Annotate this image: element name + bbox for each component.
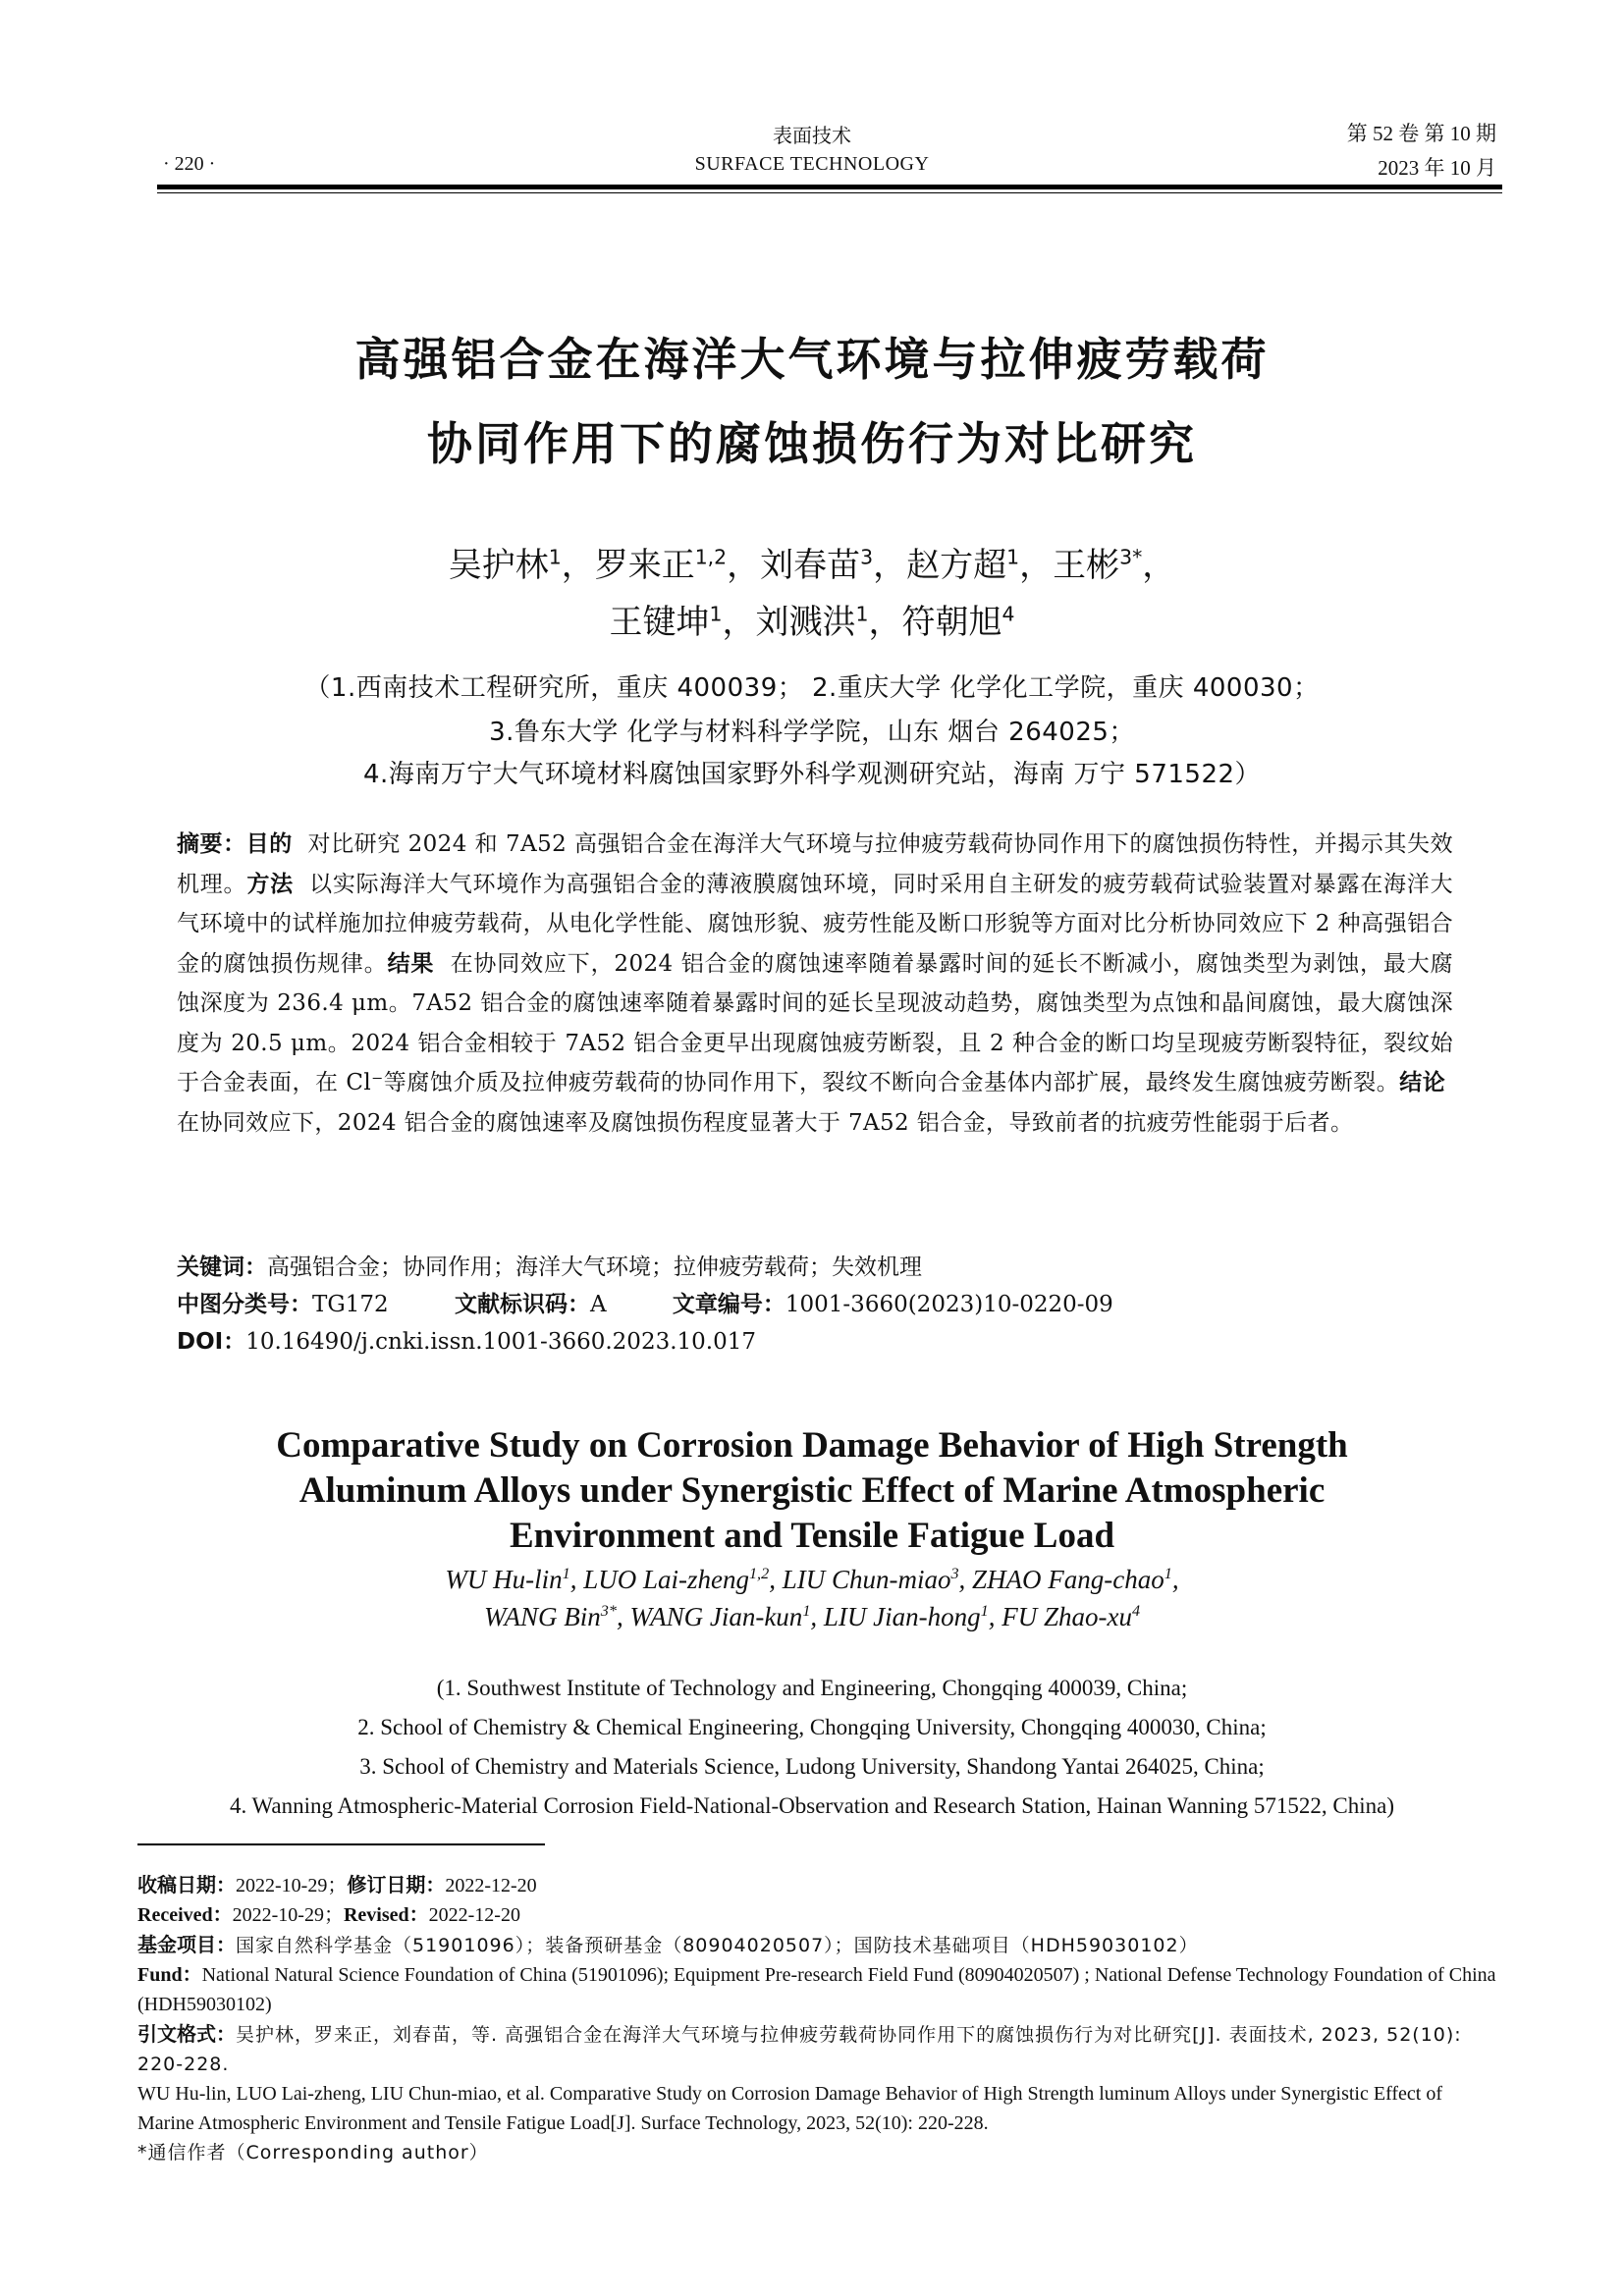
author-separator: , (958, 1565, 973, 1594)
revised-en-value: 2022-12-20 (428, 1904, 520, 1926)
journal-name-cn: 表面技术 (773, 126, 851, 147)
author-separator: , (1171, 1565, 1179, 1594)
title-en-line-2: Aluminum Alloys under Synergistic Effect of Marine Atmospheric (298, 1470, 1326, 1511)
author-name: LIU Chun-miao (782, 1565, 951, 1594)
author-separator: , (769, 1565, 783, 1594)
conclusion-text: 在协同效应下，2024 铝合金的腐蚀速率及腐蚀损伤程度显著大于 7A52 铝合金，导致前者的抗疲劳性能弱于后者。 (177, 1109, 1354, 1136)
header-rule-thick (157, 185, 1502, 189)
classification (177, 1286, 1473, 1318)
author-name: 王键坤 (609, 603, 710, 642)
author-name: 吴护林 (448, 546, 549, 585)
author-separator: , (616, 1602, 630, 1631)
affiliation-en-line-4: 4. Wanning Atmospheric-Material Corrosion Field-National-Observation and Research Station, Hainan Wanning 571522, China) (229, 1793, 1395, 1818)
title-cn-line-1: 高强铝合金在海洋大气环境与拉伸疲劳载荷 (354, 333, 1270, 386)
author-name: WANG Jian-kun (629, 1602, 803, 1631)
author-name: ZHAO Fang-chao (972, 1565, 1164, 1594)
author-affiliation-mark: 1,2 (694, 545, 728, 569)
journal-name-en: SURFACE TECHNOLOGY (694, 153, 930, 175)
purpose-label: 目的 (245, 831, 293, 857)
author-affiliation-mark: 1 (548, 545, 562, 569)
author-name: 罗来正 (594, 546, 695, 585)
keywords-label: 关键词： (177, 1255, 267, 1280)
affiliation-en-line-3: 3. School of Chemistry and Materials Science, Ludong University, Shandong Yantai 264025, China; (359, 1754, 1265, 1779)
author-affiliation-mark: 3* (1119, 545, 1143, 569)
doi-value: 10.16490/j.cnki.issn.1001-3660.2023.10.017 (245, 1329, 756, 1355)
author-separator: ， (722, 603, 756, 642)
author-affiliation-mark: 4 (1001, 602, 1015, 626)
author-separator: ， (1019, 546, 1054, 585)
received-cn-value: 2022-10-29； (236, 1875, 348, 1896)
article-number-value: 1001-3660(2023)10-0220-09 (785, 1292, 1113, 1317)
author-name: LIU Jian-hong (823, 1602, 981, 1631)
author-affiliation-mark: 3* (600, 1602, 617, 1620)
title-en (0, 1423, 1624, 1559)
author-affiliation-mark: 1 (562, 1565, 570, 1582)
author-name: 刘春苗 (760, 546, 861, 585)
author-affiliation-mark: 1 (855, 602, 869, 626)
author-affiliation-mark: 1 (709, 602, 723, 626)
author-affiliation-mark: 1 (1164, 1565, 1172, 1582)
abstract-label: 摘要： (177, 831, 246, 857)
author-name: LUO Lai-zheng (583, 1565, 749, 1594)
result-text: 在协同效应下，2024 铝合金的腐蚀速率随着暴露时间的延长不断减小，腐蚀类型为剥蚀，最大腐蚀深度为 236.4 μm。7A52 铝合金的腐蚀速率随着暴露时间的延长呈现波动趋势，腐蚀类型为点蚀和晶间腐蚀，最大腐蚀深度为 20.5 μm。2024 铝合金相较于 7A52 铝合金更早出现腐蚀疲劳断裂，且 2 种合金的断口均呈现疲劳断裂特征，裂纹始于合金表面，在 Cl⁻等腐蚀介质及拉伸疲劳载荷的协同作用下，裂纹不断向合金基体内部扩展，最终发生腐蚀疲劳断裂。 (177, 950, 1453, 1095)
received-en-row (137, 1900, 1497, 1930)
author-separator: , (988, 1602, 1002, 1631)
author-separator: , (810, 1602, 824, 1631)
title-en-line-3: Environment and Tensile Fatigue Load (509, 1516, 1115, 1556)
author-separator: ， (561, 546, 595, 585)
page-number: · 220 · (163, 153, 216, 175)
doi-label: DOI： (177, 1329, 246, 1355)
title-en-line-1: Comparative Study on Corrosion Damage Behavior of High Strength (276, 1425, 1348, 1466)
conclusion-label: 结论 (1399, 1070, 1446, 1095)
author-separator: ， (868, 603, 902, 642)
header-rule-thin (157, 192, 1502, 193)
received-cn-row (137, 1870, 1497, 1900)
fund-cn-label: 基金项目： (137, 1933, 236, 1956)
author-affiliation-mark: 1,2 (748, 1565, 770, 1582)
author-name: FU Zhao-xu (1001, 1602, 1132, 1631)
affiliation-en-line-2: 2. School of Chemistry & Chemical Engineering, Chongqing University, Chongqing 400030, China; (357, 1715, 1267, 1739)
keywords (177, 1249, 1473, 1281)
author-name: 王彬 (1053, 546, 1120, 585)
result-label: 结果 (387, 950, 435, 977)
author-affiliation-mark: 3 (860, 545, 874, 569)
author-separator: ， (727, 546, 761, 585)
footnotes (137, 1870, 1497, 2167)
fund-cn-row (137, 1930, 1497, 1960)
doc-code-label: 文献标识码： (454, 1292, 590, 1317)
affiliations-en (0, 1669, 1624, 1826)
method-label: 方法 (246, 871, 294, 897)
fund-en-row (137, 1960, 1497, 2019)
author-name: WU Hu-lin (445, 1565, 563, 1594)
keywords-value: 高强铝合金；协同作用；海洋大气环境；拉伸疲劳载荷；失效机理 (267, 1255, 922, 1280)
fund-cn-value: 国家自然科学基金（51901096）；装备预研基金（80904020507）；国防技术基础项目（HDH59030102） (236, 1935, 1199, 1956)
affiliation-cn-line-1: （1.西南技术工程研究所，重庆 400039； 2.重庆大学 化学化工学院，重庆 400030； (304, 673, 1320, 703)
doc-code-value: A (589, 1292, 607, 1317)
author-affiliation-mark: 4 (1131, 1602, 1141, 1620)
author-affiliation-mark: 1 (802, 1602, 811, 1620)
fund-en-label: Fund： (137, 1964, 202, 1986)
author-separator: ， (873, 546, 907, 585)
author-name: 刘溅洪 (755, 603, 856, 642)
revised-cn-label: 修订日期： (347, 1873, 446, 1896)
received-cn-label: 收稿日期： (137, 1873, 236, 1896)
clc-label: 中图分类号： (177, 1292, 312, 1317)
affiliation-en-line-1: (1. Southwest Institute of Technology and Engineering, Chongqing 400039, China; (436, 1676, 1188, 1700)
author-separator: ， (1142, 546, 1176, 585)
authors-cn-line-1 (0, 538, 1624, 586)
cite-en-row: WU Hu-lin, LUO Lai-zheng, LIU Chun-miao, et al. Comparative Study on Corrosion Damage Behavior of High Strength luminum Alloys under Synergistic Effect of Marine Atmospheric Environment and Tensile Fatigue Load[J]. Surface Technology, 2023, 52(10): 220-228. (137, 2083, 1443, 2134)
authors-en-line-1 (0, 1561, 1624, 1598)
title-cn-line-2: 协同作用下的腐蚀损伤行为对比研究 (427, 417, 1197, 470)
affiliation-cn-line-2: 3.鲁东大学 化学与材料科学学院，山东 烟台 264025； (489, 718, 1135, 747)
author-affiliation-mark: 1 (1006, 545, 1020, 569)
author-affiliation-mark: 3 (950, 1565, 959, 1582)
cite-cn-label: 引文格式： (137, 2022, 236, 2046)
cite-cn-row (137, 2019, 1497, 2079)
authors-en-line-2 (0, 1598, 1624, 1635)
authors-en (0, 1561, 1624, 1635)
author-name: 符朝旭 (901, 603, 1002, 642)
received-en-label: Received： (137, 1904, 233, 1926)
authors-cn-line-2 (0, 595, 1624, 643)
author-separator: , (569, 1565, 584, 1594)
article-number-label: 文章编号： (672, 1292, 785, 1317)
revised-cn-value: 2022-12-20 (445, 1875, 537, 1896)
clc-value: TG172 (312, 1292, 389, 1317)
received-en-value: 2022-10-29； (232, 1904, 344, 1926)
author-name: 赵方超 (906, 546, 1007, 585)
affiliation-cn-line-3: 4.海南万宁大气环境材料腐蚀国家野外科学观测研究站，海南 万宁 571522） (362, 760, 1262, 789)
author-affiliation-mark: 1 (980, 1602, 989, 1620)
purpose-text: 对比研究 2024 和 7A52 高强铝合金在海洋大气环境与拉伸疲劳载荷协同作用下的腐蚀损伤特性，并揭示其失效机理。 (177, 831, 1453, 897)
method-text: 以实际海洋大气环境作为高强铝合金的薄液膜腐蚀环境，同时采用自主研发的疲劳载荷试验装置对暴露在海洋大气环境中的试样施加拉伸疲劳载荷，从电化学性能、腐蚀形貌、疲劳性能及断口形貌等方面对比分析协同效应下 2 种高强铝合金的腐蚀损伤规律。 (177, 871, 1453, 977)
abstract-cn (177, 825, 1453, 1143)
author-name: WANG Bin (483, 1602, 601, 1631)
cite-cn-value: 吴护林，罗来正，刘春苗，等. 高强铝合金在海洋大气环境与拉伸疲劳载荷协同作用下的腐蚀损伤行为对比研究[J]. 表面技术, 2023, 52(10): 220-228. (137, 2024, 1462, 2075)
issue-date: 2023 年 10 月 (1378, 156, 1496, 180)
fund-en-value: National Natural Science Foundation of China (51901096); Equipment Pre-research Field Fund (80904020507) ; National Defense Technology Foundation of China (HDH59030102) (137, 1964, 1496, 2015)
doi (177, 1323, 1473, 1356)
footnote-rule (137, 1843, 545, 1845)
revised-en-label: Revised： (343, 1904, 429, 1926)
volume-issue: 第 52 卷 第 10 期 (1346, 122, 1496, 145)
corresponding-author: *通信作者（Corresponding author） (137, 2142, 489, 2163)
